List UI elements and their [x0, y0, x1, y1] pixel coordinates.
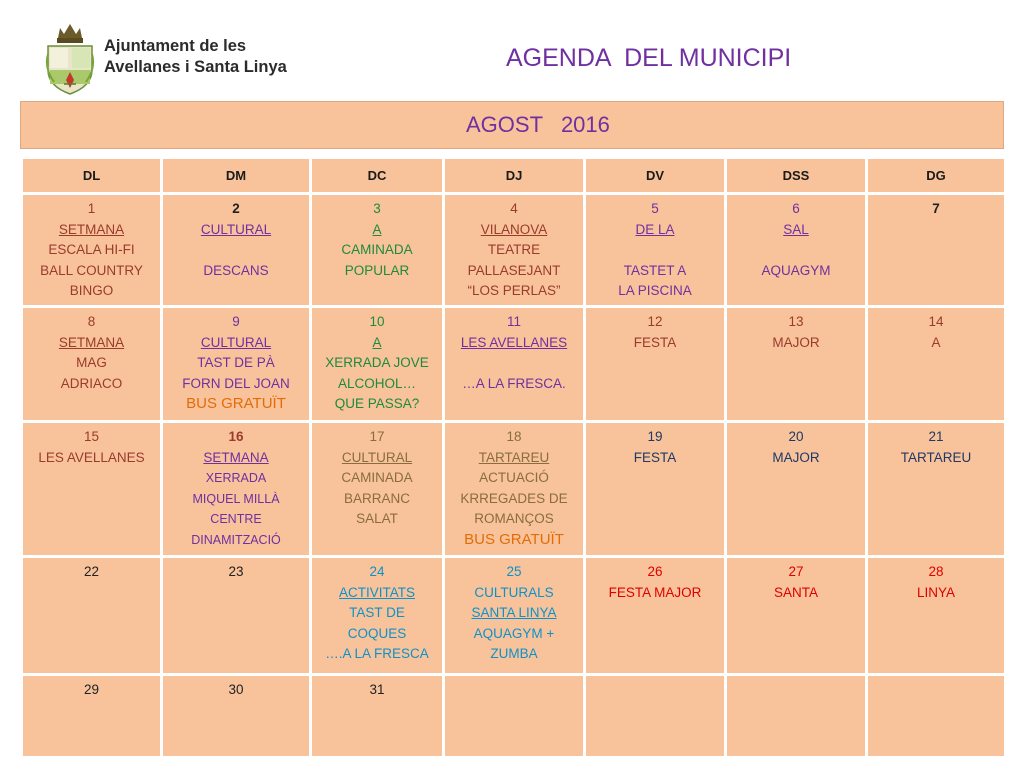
event-line: CULTURAL [341, 449, 413, 465]
day-number: 1 [87, 201, 96, 216]
day-number: 20 [788, 429, 804, 444]
event-line: ALCOHOL… [337, 375, 417, 391]
day-cell [445, 423, 583, 555]
week-row [23, 308, 1004, 420]
day-cell [586, 423, 724, 555]
event-line [163, 240, 309, 261]
day-cell [163, 676, 309, 756]
logo-line-2: Avellanes i Santa Linya [104, 58, 287, 76]
day-number: 26 [647, 564, 663, 579]
event-line: A [372, 221, 382, 237]
event-line: COQUES [347, 625, 407, 641]
event-line: DESCANS [203, 262, 269, 278]
day-cell [23, 558, 160, 673]
day-number: 12 [647, 314, 663, 329]
day-cell [23, 195, 160, 305]
weekday-header: DG [868, 159, 1004, 192]
day-cell [312, 308, 442, 420]
day-number: 11 [506, 314, 521, 329]
event-line: LES AVELLANES [38, 449, 145, 465]
bus-badge: BUS GRATUÏT [186, 395, 286, 412]
event-line: TAST DE [349, 605, 405, 620]
day-number: 16 [228, 429, 244, 444]
day-cell [727, 195, 865, 305]
event-line: MAG [76, 355, 107, 370]
day-cell [586, 676, 724, 756]
event-line: BARRANC [343, 490, 410, 506]
event-line: KRREGADES DE [460, 490, 568, 506]
event-line: “LOS PERLAS” [467, 283, 561, 298]
event-line: TEATRE [487, 242, 541, 257]
day-cell [868, 423, 1004, 555]
day-number: 14 [928, 314, 944, 329]
week-row [23, 195, 1004, 305]
day-cell [445, 676, 583, 756]
day-number: 8 [87, 314, 96, 329]
event-line: FESTA [633, 449, 677, 465]
event-line: CULTURALS [474, 584, 554, 600]
month-header [20, 101, 1004, 149]
day-number: 4 [510, 201, 518, 216]
event-line: LINYA [916, 584, 955, 600]
day-number: 2 [232, 201, 240, 216]
day-number: 21 [928, 429, 944, 444]
event-line: …A LA FRESCA. [462, 375, 566, 391]
coat-of-arms-icon [44, 20, 96, 96]
day-cell [727, 676, 865, 756]
event-line: CULTURAL [200, 221, 272, 237]
day-number: 27 [788, 564, 804, 579]
weekday-header: DL [23, 159, 160, 192]
event-line: PALLASEJANT [467, 262, 561, 278]
event-line: VILANOVA [480, 221, 548, 237]
event-line: ….A LA FRESCA [325, 646, 429, 661]
event-line: A [372, 334, 382, 350]
day-cell [23, 676, 160, 756]
event-line: BINGO [69, 283, 114, 298]
event-line: SALAT [356, 511, 398, 526]
event-line: ZUMBA [490, 646, 538, 661]
day-cell [163, 308, 309, 420]
day-number: 17 [369, 429, 385, 444]
event-line: AQUAGYM [761, 262, 831, 278]
event-line: MIQUEL MILLÀ [192, 491, 280, 506]
day-cell [312, 195, 442, 305]
day-cell [868, 308, 1004, 420]
logo-line-1: Ajuntament de les [104, 37, 247, 55]
day-number: 9 [232, 314, 240, 329]
day-cell [868, 558, 1004, 673]
day-cell [586, 308, 724, 420]
day-number: 30 [228, 682, 244, 697]
day-number: 15 [83, 429, 100, 444]
day-cell [586, 195, 724, 305]
day-number: 13 [788, 314, 804, 329]
day-cell [868, 195, 1004, 305]
week-row [23, 676, 1004, 756]
day-cell [23, 308, 160, 420]
day-number: 28 [928, 564, 944, 579]
event-line: FORN DEL JOAN [182, 375, 290, 391]
event-line: CENTRE [210, 512, 262, 526]
event-line: SETMANA [58, 221, 125, 237]
event-line: SETMANA [58, 334, 125, 350]
weekday-header-row [23, 159, 1004, 192]
day-number: 31 [369, 682, 385, 697]
weekday-header: DSS [727, 159, 865, 192]
day-number: 7 [932, 201, 940, 216]
event-line [586, 240, 724, 261]
day-number: 23 [228, 564, 244, 579]
event-line [727, 240, 865, 261]
day-number: 6 [792, 201, 800, 216]
event-line: TASTET A [623, 262, 687, 278]
event-line: QUE PASSA? [334, 396, 420, 411]
week-row [23, 423, 1004, 555]
day-cell [868, 676, 1004, 756]
event-line: AQUAGYM + [473, 625, 555, 641]
event-line: LES AVELLANES [460, 334, 568, 350]
event-line: BALL COUNTRY [40, 262, 143, 278]
day-cell [163, 423, 309, 555]
event-line: CULTURAL [200, 334, 272, 350]
day-cell [163, 195, 309, 305]
event-line: ADRIACO [60, 375, 123, 391]
day-cell [445, 558, 583, 673]
day-number: 25 [506, 564, 522, 579]
event-line: ACTIVITATS [338, 584, 415, 600]
week-row [23, 558, 1004, 673]
municipality-logo [44, 20, 296, 96]
day-cell [312, 676, 442, 756]
event-line: FESTA MAJOR [608, 584, 702, 600]
day-cell [23, 423, 160, 555]
event-line: LA PISCINA [618, 283, 692, 298]
day-number: 29 [83, 682, 100, 697]
event-line: TAST DE PÀ [197, 355, 275, 370]
day-cell [312, 558, 442, 673]
event-line: ESCALA HI-FI [48, 242, 135, 257]
event-line: TARTAREU [900, 449, 972, 465]
event-line: XERRADA [205, 471, 267, 485]
day-cell [727, 423, 865, 555]
event-line: SANTA [773, 584, 818, 600]
event-line: DE LA [635, 221, 675, 237]
weekday-header: DM [163, 159, 309, 192]
day-number: 19 [647, 429, 663, 444]
day-cell [586, 558, 724, 673]
event-line: POPULAR [344, 262, 410, 278]
month-title: AGOST 2016 [466, 112, 610, 137]
day-number: 18 [506, 429, 522, 444]
event-line: FESTA [633, 334, 677, 350]
calendar-table [20, 156, 1007, 759]
event-line: SAL [783, 221, 809, 237]
weekday-header: DJ [445, 159, 583, 192]
day-number: 24 [369, 564, 385, 579]
event-line: CAMINADA [341, 242, 413, 257]
event-line [445, 353, 583, 374]
event-line: CAMINADA [341, 470, 413, 485]
event-line: ROMANÇOS [474, 511, 554, 526]
event-line: SANTA LINYA [471, 605, 557, 620]
day-cell [163, 558, 309, 673]
day-cell [445, 195, 583, 305]
bus-badge: BUS GRATUÏT [464, 530, 564, 548]
weekday-header: DC [312, 159, 442, 192]
day-number: 3 [373, 201, 381, 216]
day-cell [445, 308, 583, 420]
event-line: A [931, 334, 941, 350]
event-line: MAJOR [772, 334, 820, 350]
day-cell [312, 423, 442, 555]
event-line: DINAMITZACIÓ [191, 532, 281, 547]
event-line: MAJOR [772, 449, 820, 465]
day-number: 10 [369, 314, 385, 329]
page-title: AGENDA DEL MUNICIPI [506, 44, 792, 72]
weekday-header: DV [586, 159, 724, 192]
day-number: 22 [83, 564, 100, 579]
event-line: SETMANA [203, 449, 269, 465]
logo-text [104, 36, 287, 78]
day-cell [727, 308, 865, 420]
event-line: TARTAREU [478, 449, 550, 465]
day-number: 5 [651, 201, 659, 216]
event-line: ACTUACIÓ [479, 470, 549, 485]
day-cell [727, 558, 865, 673]
event-line: XERRADA JOVE [325, 355, 429, 370]
